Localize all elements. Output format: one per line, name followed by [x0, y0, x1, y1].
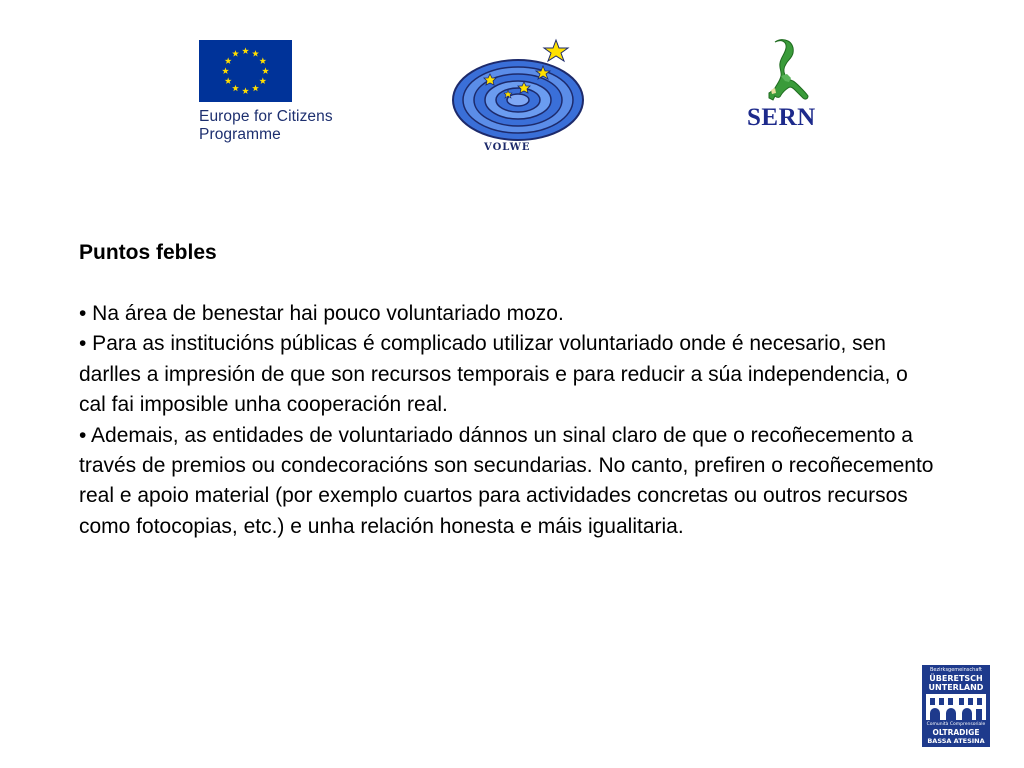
uber-line4: Comunità Comprensoriale: [926, 722, 986, 727]
eu-star-icon: [242, 47, 249, 54]
eu-star-icon: [225, 57, 232, 64]
eu-star-icon: [225, 77, 232, 84]
eu-star-icon: [259, 57, 266, 64]
uber-line5: OLTRADIGE: [932, 728, 980, 737]
building-icon: [926, 694, 986, 720]
uber-line1: Bezirksgemeinschaft: [929, 667, 983, 673]
section-heading: Puntos febles: [79, 241, 217, 264]
eu-logo-line1: Europe for Citizens: [199, 108, 333, 125]
eu-flag-icon: [199, 40, 292, 102]
eu-star-icon: [242, 87, 249, 94]
eu-star-icon: [262, 67, 269, 74]
main-content: [79, 238, 939, 542]
eu-star-icon: [259, 77, 266, 84]
volwe-logo: [450, 38, 590, 160]
bullet-paragraph-3: • Ademais, as entidades de voluntariado dánnos un sinal claro de que o recoñecemento a través de premios ou condecoracións son secundarias. No canto, prefiren o recoñecemento real e apoio material (por exemplo cuartos para actividades concretas ou outros recursos como fotocopias, etc.) e unha relación honesta e máis igualitaria.: [79, 423, 934, 538]
eu-star-icon: [252, 50, 259, 57]
eu-star-icon: [252, 85, 259, 92]
sern-logo-text: SERN: [747, 104, 816, 131]
uber-line2: ÜBERETSCH: [929, 674, 983, 683]
uber-line3: UNTERLAND: [928, 683, 984, 692]
eu-star-icon: [232, 50, 239, 57]
bullet-paragraph-1: • Na área de benestar hai pouco voluntariado mozo.: [79, 302, 564, 325]
volwe-logo-text: VOLWE: [484, 142, 531, 153]
sern-logo: [745, 38, 840, 130]
uber-line6: BASSA ATESINA: [927, 737, 985, 745]
eu-stars-icon: [199, 40, 292, 102]
uberetsch-unterland-logo: [922, 665, 990, 747]
volwe-spiral-icon: [450, 38, 590, 142]
eu-star-icon: [222, 67, 229, 74]
eu-logo-line2: Programme: [199, 126, 281, 143]
europe-for-citizens-logo: [199, 40, 349, 150]
bullet-paragraph-2: • Para as institucións públicas é complicado utilizar voluntariado onde é necesario, sen darlles a impresión de que son recursos temporais e para reducir a súa independencia, o cal fai imposible unha cooperación real.: [79, 332, 908, 417]
map-europe-icon: [745, 38, 840, 104]
eu-star-icon: [232, 85, 239, 92]
